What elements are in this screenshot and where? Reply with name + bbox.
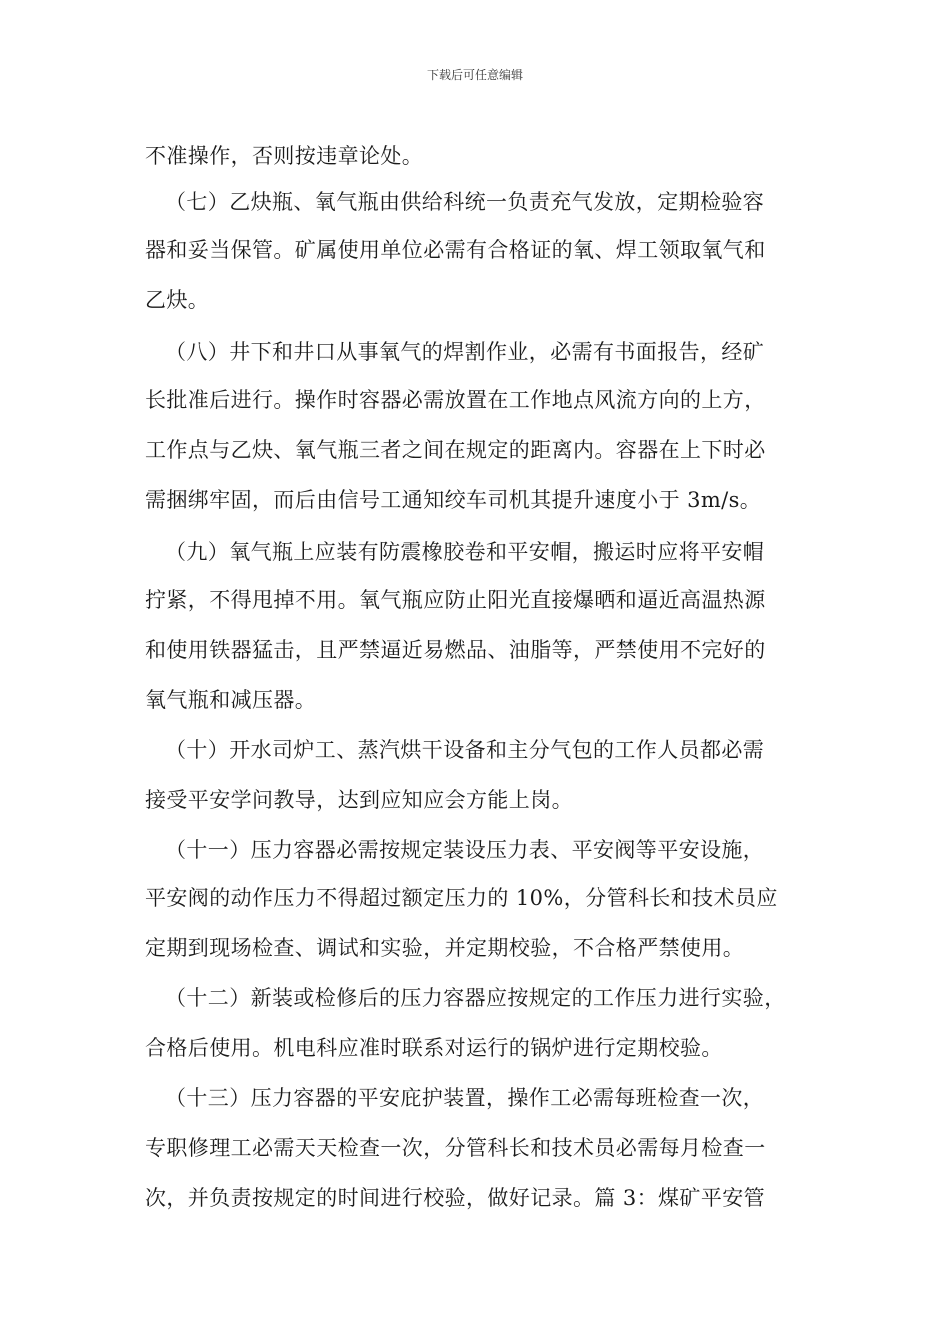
text-line: （十）开水司炉工、蒸汽烘干设备和主分气包的工作人员都必需 [165, 738, 765, 762]
text-line: 接受平安学问教导，达到应知应会方能上岗。 [145, 788, 573, 812]
text-line: 长批准后进行。操作时容器必需放置在工作地点风流方向的上方， [145, 388, 766, 412]
text-line: （八）井下和井口从事氧气的焊割作业，必需有书面报告，经矿 [165, 340, 765, 364]
text-line: 专职修理工必需天天检查一次，分管科长和技术员必需每月检查一 [145, 1136, 766, 1160]
text-line: 定期到现场检查、调试和实验，并定期校验，不合格严禁使用。 [145, 936, 745, 960]
text-line: 平安阀的动作压力不得超过额定压力的 10%，分管科长和技术员应 [145, 886, 778, 910]
text-line: 拧紧，不得甩掉不用。氧气瓶应防止阳光直接爆晒和逼近高温热源 [145, 588, 766, 612]
text-line: 乙炔。 [145, 288, 210, 312]
page-header: 下载后可任意编辑 [426, 68, 523, 82]
text-line: 和使用铁器猛击，且严禁逼近易燃品、油脂等，严禁使用不完好的 [145, 638, 766, 662]
text-line: （十三）压力容器的平安庇护装置，操作工必需每班检查一次， [165, 1086, 765, 1110]
text-line: 氧气瓶和减压器。 [145, 688, 317, 712]
text-line: 需捆绑牢固，而后由信号工通知绞车司机其提升速度小于 3m/s。 [145, 488, 762, 512]
text-line: （七）乙炔瓶、氧气瓶由供给科统一负责充气发放，定期检验容 [165, 190, 765, 214]
text-line: 器和妥当保管。矿属使用单位必需有合格证的氧、焊工领取氧气和 [145, 238, 766, 262]
text-line: 不准操作，否则按违章论处。 [145, 144, 424, 168]
text-line: （十二）新装或检修后的压力容器应按规定的工作压力进行实验， [165, 986, 786, 1010]
text-line: 工作点与乙炔、氧气瓶三者之间在规定的距离内。容器在上下时必 [145, 438, 766, 462]
text-line: 合格后使用。机电科应准时联系对运行的锅炉进行定期校验。 [145, 1036, 723, 1060]
text-line: （十一）压力容器必需按规定装设压力表、平安阀等平安设施， [165, 838, 765, 862]
text-line: 次，并负责按规定的时间进行校验，做好记录。篇 3：煤矿平安管 [145, 1186, 766, 1210]
text-line: （九）氧气瓶上应装有防震橡胶卷和平安帽，搬运时应将平安帽 [165, 540, 765, 564]
